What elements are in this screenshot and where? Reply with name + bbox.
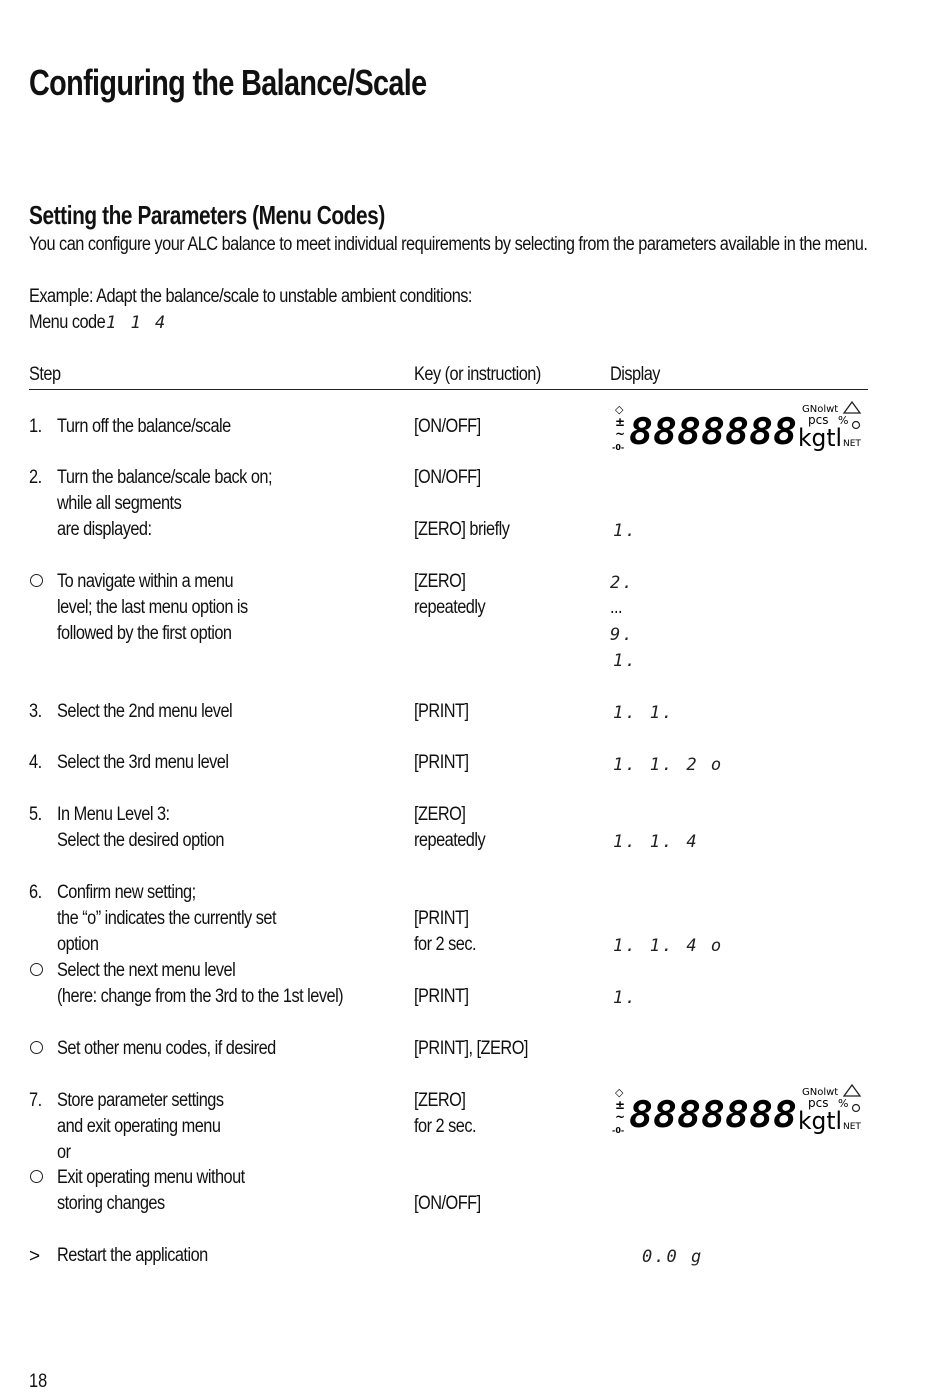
display-readout: 9. bbox=[610, 625, 635, 645]
lcd-top-labels: GNolwt bbox=[802, 404, 839, 415]
lcd-pcs-label: pcs bbox=[808, 413, 829, 427]
page-number: 18 bbox=[29, 1371, 48, 1392]
key-text: repeatedly bbox=[414, 597, 486, 618]
menu-code-label: Menu code bbox=[29, 312, 106, 333]
intro-paragraph: You can configure your ALC balance to meet individual requirements by selecting from the parameters available in the menu. bbox=[29, 234, 868, 255]
lcd-units: kgtl bbox=[798, 1107, 842, 1135]
step-text: (here: change from the 3rd to the 1st level) bbox=[57, 986, 344, 1007]
display-readout: 1. 1. 2 o bbox=[613, 755, 724, 775]
display-readout: 0.0 g bbox=[642, 1247, 704, 1267]
step-text: while all segments bbox=[57, 493, 182, 514]
key-text: [PRINT], [ZERO] bbox=[414, 1038, 528, 1059]
menu-code-value: 1 1 4 bbox=[106, 313, 168, 333]
step-marker: 1. bbox=[29, 416, 42, 437]
display-readout: 1. 1. bbox=[613, 703, 675, 723]
display-readout: 2. bbox=[610, 573, 635, 593]
warning-triangle-icon bbox=[844, 402, 860, 413]
tilde-symbol: ~ bbox=[615, 1110, 626, 1124]
step-marker: 6. bbox=[29, 882, 42, 903]
key-text: [PRINT] bbox=[414, 752, 469, 773]
step-text: Select the 2nd menu level bbox=[57, 701, 233, 722]
level-icon bbox=[853, 422, 860, 429]
plus-minus-symbol: ± bbox=[615, 415, 626, 429]
key-text: [ZERO] bbox=[414, 1090, 466, 1111]
step-marker: 2. bbox=[29, 467, 42, 488]
step-text: Confirm new setting; bbox=[57, 882, 196, 903]
step-text: Store parameter settings bbox=[57, 1090, 224, 1111]
key-text: [ON/OFF] bbox=[414, 467, 481, 488]
step-text: and exit operating menu bbox=[57, 1116, 221, 1137]
step-marker: 4. bbox=[29, 752, 42, 773]
circle-bullet-icon bbox=[30, 574, 43, 587]
warning-triangle-icon bbox=[844, 1085, 860, 1096]
step-text: option bbox=[57, 934, 99, 955]
key-text: [ON/OFF] bbox=[414, 1193, 481, 1214]
lcd-top-labels: GNolwt bbox=[802, 1087, 839, 1098]
lcd-units: kgtl bbox=[798, 424, 842, 452]
step-text: Select the desired option bbox=[57, 830, 224, 851]
key-text: [PRINT] bbox=[414, 908, 469, 929]
step-text: To navigate within a menu bbox=[57, 571, 234, 592]
key-text: [PRINT] bbox=[414, 701, 469, 722]
step-text: the “o” indicates the currently set bbox=[57, 908, 276, 929]
column-header-key: Key (or instruction) bbox=[414, 364, 541, 385]
header-divider bbox=[29, 389, 868, 390]
circle-bullet-icon bbox=[30, 963, 43, 976]
key-text: for 2 sec. bbox=[414, 1116, 477, 1137]
step-text: Select the 3rd menu level bbox=[57, 752, 229, 773]
step-marker: > bbox=[29, 1246, 41, 1267]
step-text: followed by the first option bbox=[57, 623, 232, 644]
display-ellipsis: ... bbox=[610, 597, 623, 618]
step-text: Select the next menu level bbox=[57, 960, 236, 981]
lcd-all-segments-display bbox=[612, 1083, 864, 1139]
step-text: storing changes bbox=[57, 1193, 165, 1214]
section-title: Setting the Parameters (Menu Codes) bbox=[29, 200, 385, 230]
circle-bullet-icon bbox=[30, 1041, 43, 1054]
zero-symbol: -0- bbox=[612, 443, 625, 452]
example-line: Example: Adapt the balance/scale to unstable ambient conditions: bbox=[29, 286, 472, 307]
level-icon bbox=[853, 1105, 860, 1112]
step-marker: 3. bbox=[29, 701, 42, 722]
display-readout: 1. bbox=[613, 521, 638, 541]
key-text: [ON/OFF] bbox=[414, 416, 481, 437]
step-marker: 5. bbox=[29, 804, 42, 825]
stability-symbol: ◇ bbox=[615, 403, 624, 416]
lcd-digits: 8888888 bbox=[629, 1095, 797, 1136]
zero-symbol: -0- bbox=[612, 1126, 625, 1135]
step-text: Restart the application bbox=[57, 1245, 208, 1266]
column-header-step: Step bbox=[29, 364, 61, 385]
key-text: [ZERO] bbox=[414, 571, 466, 592]
display-readout: 1. 1. 4 bbox=[613, 832, 699, 852]
step-text: In Menu Level 3: bbox=[57, 804, 170, 825]
key-text: [ZERO] bbox=[414, 804, 466, 825]
display-readout: 1. bbox=[613, 651, 638, 671]
display-readout: 1. bbox=[613, 988, 638, 1008]
key-text: for 2 sec. bbox=[414, 934, 477, 955]
step-text: Exit operating menu without bbox=[57, 1167, 245, 1188]
display-readout: 1. 1. 4 o bbox=[613, 936, 724, 956]
step-text: Set other menu codes, if desired bbox=[57, 1038, 276, 1059]
key-text: [PRINT] bbox=[414, 986, 469, 1007]
circle-bullet-icon bbox=[30, 1170, 43, 1183]
step-text: Turn the balance/scale back on; bbox=[57, 467, 273, 488]
step-text: or bbox=[57, 1142, 71, 1163]
lcd-all-segments-display bbox=[612, 400, 864, 456]
lcd-percent: % bbox=[838, 414, 849, 427]
step-text: level; the last menu option is bbox=[57, 597, 248, 618]
tilde-symbol: ~ bbox=[615, 427, 626, 441]
lcd-digits: 8888888 bbox=[629, 412, 797, 453]
step-text: are displayed: bbox=[57, 519, 152, 540]
lcd-pcs-label: pcs bbox=[808, 1096, 829, 1110]
lcd-percent: % bbox=[838, 1097, 849, 1110]
step-text: Turn off the balance/scale bbox=[57, 416, 231, 437]
column-header-display: Display bbox=[610, 364, 660, 385]
step-marker: 7. bbox=[29, 1090, 42, 1111]
key-text: repeatedly bbox=[414, 830, 486, 851]
plus-minus-symbol: ± bbox=[615, 1098, 626, 1112]
stability-symbol: ◇ bbox=[615, 1086, 624, 1099]
page-title: Configuring the Balance/Scale bbox=[29, 62, 427, 103]
lcd-net-label: NET bbox=[843, 1122, 861, 1132]
lcd-net-label: NET bbox=[843, 439, 861, 449]
key-text: [ZERO] briefly bbox=[414, 519, 510, 540]
